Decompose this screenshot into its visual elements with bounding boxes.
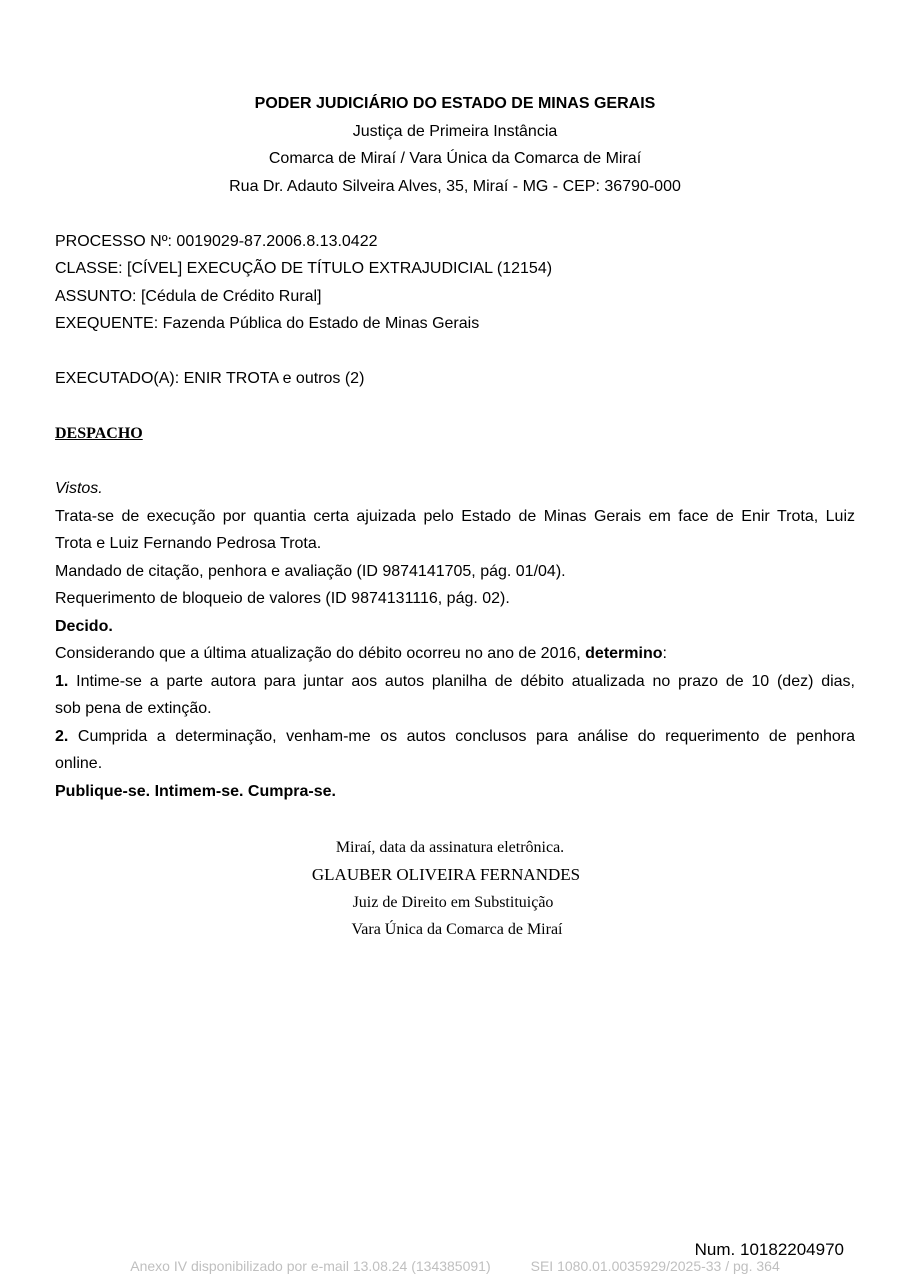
body-paragraph-2: Mandado de citação, penhora e avaliação (ID 9874141705, pág. 01/04).: [55, 563, 566, 580]
signature-name: GLAUBER OLIVEIRA FERNANDES: [311, 865, 581, 884]
item-1-line-1: [55, 672, 855, 692]
item-1-line-2: sob pena de extinção.: [55, 700, 212, 717]
paragraph-4-text: Considerando que a última atualização do débito ocorreu no ano de 2016,: [55, 645, 586, 662]
item-1-text: Intime-se a parte autora para juntar aos autos planilha de débito atualizada no prazo de 10 (dez) dias,: [68, 673, 855, 690]
signature-place-date: Miraí, data da assinatura eletrônica.: [335, 839, 565, 856]
document-number: Num. 10182204970: [694, 1240, 844, 1259]
item-2-text: Cumprida a determinação, venham-me os autos conclusos para análise do requerimento de penhora: [68, 728, 855, 745]
case-plaintiff: EXEQUENTE: Fazenda Pública do Estado de Minas Gerais: [55, 315, 480, 332]
body-paragraph-3: Requerimento de bloqueio de valores (ID 9874131116, pág. 02).: [55, 590, 510, 607]
court-address: Rua Dr. Adauto Silveira Alves, 35, Miraí - MG - CEP: 36790-000: [229, 178, 681, 195]
court-comarca: Comarca de Miraí / Vara Única da Comarca de Miraí: [268, 150, 642, 167]
item-2-line-1: [55, 727, 855, 747]
body-paragraph-4: [55, 644, 667, 664]
case-class: CLASSE: [CÍVEL] EXECUÇÃO DE TÍTULO EXTRAJUDICIAL (12154): [55, 260, 553, 277]
signature-court: Vara Única da Comarca de Miraí: [351, 921, 563, 938]
body-paragraph-1-line-1: Trata-se de execução por quantia certa ajuizada pelo Estado de Minas Gerais em face de Enir Trota, Luiz: [55, 508, 855, 525]
court-instance: Justiça de Primeira Instância: [352, 123, 558, 140]
closing-line: Publique-se. Intimem-se. Cumpra-se.: [55, 783, 336, 800]
item-1-number: 1.: [55, 673, 69, 690]
case-defendant: EXECUTADO(A): ENIR TROTA e outros (2): [55, 370, 365, 387]
item-2-line-2: online.: [55, 755, 103, 772]
processo-number: PROCESSO Nº: 0019029-87.2006.8.13.0422: [55, 233, 378, 250]
court-name: PODER JUDICIÁRIO DO ESTADO DE MINAS GERAIS: [254, 95, 656, 112]
item-2-number: 2.: [55, 728, 69, 745]
vistos-text: Vistos.: [55, 480, 103, 497]
footer-left: Anexo IV disponibilizado por e-mail 13.08.24 (134385091): [130, 1258, 491, 1274]
footer-watermark: [0, 1257, 910, 1275]
document-title: DESPACHO: [55, 425, 143, 442]
footer-right: SEI 1080.01.0035929/2025-33 / pg. 364: [530, 1258, 780, 1274]
body-paragraph-1-line-2: Trota e Luiz Fernando Pedrosa Trota.: [55, 535, 322, 552]
signature-role: Juiz de Direito em Substituição: [352, 894, 554, 911]
paragraph-4-end: :: [662, 645, 667, 662]
case-subject: ASSUNTO: [Cédula de Crédito Rural]: [55, 288, 322, 305]
paragraph-4-bold: determino: [585, 645, 663, 662]
decido-heading: Decido.: [55, 618, 113, 635]
